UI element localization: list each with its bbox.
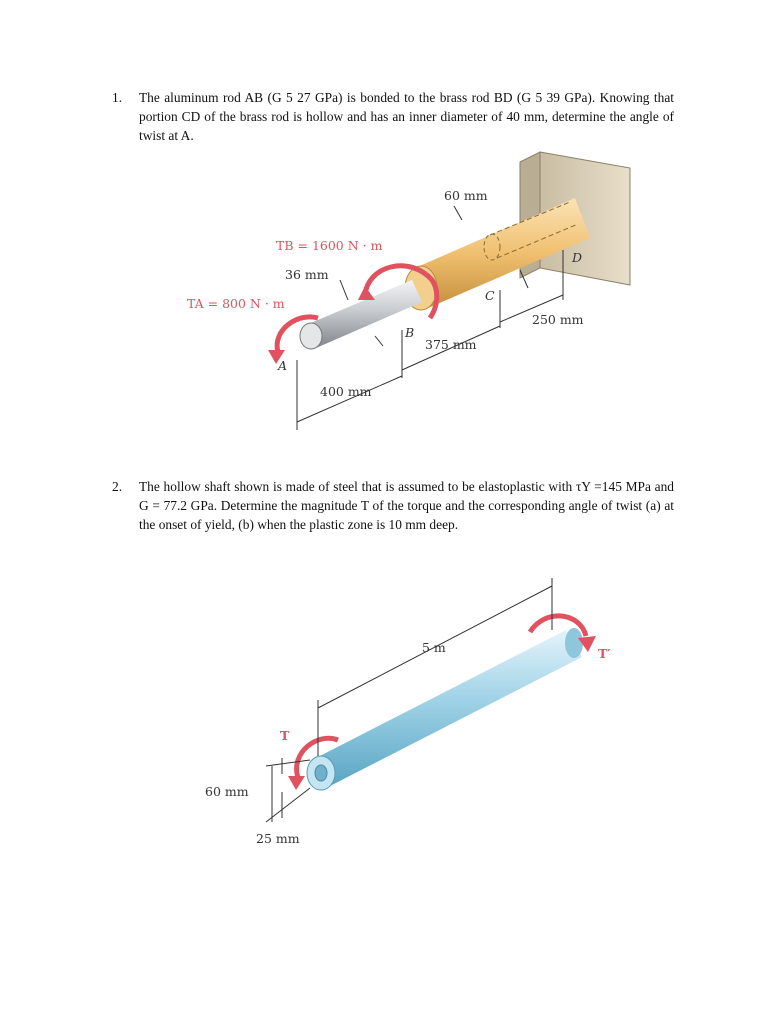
problem-2 xyxy=(112,477,674,534)
figure-1-composite-rod xyxy=(0,140,768,440)
problem-1-number: 1. xyxy=(112,90,123,105)
label-60mm: 60 mm xyxy=(444,188,488,203)
label-t-prime: T′ xyxy=(598,646,611,661)
label-a: A xyxy=(278,358,288,373)
problem-1 xyxy=(112,88,674,145)
label-ta: TA = 800 N · m xyxy=(187,296,285,311)
torque-t-arrowhead xyxy=(288,776,305,790)
label-375mm: 375 mm xyxy=(425,337,477,352)
label-60mm-2: 60 mm xyxy=(205,784,249,799)
label-36mm: 36 mm xyxy=(285,267,329,282)
label-400mm: 400 mm xyxy=(320,384,372,399)
label-250mm: 250 mm xyxy=(532,312,584,327)
label-5m: 5 m xyxy=(422,640,446,655)
aluminum-rod-ab xyxy=(300,280,422,349)
label-25mm: 25 mm xyxy=(256,831,300,846)
dimension-lines-2 xyxy=(266,578,552,822)
problem-2-text: The hollow shaft shown is made of steel that is assumed to be elastoplastic with τY =145 MPa and G = 77.2 GPa. Determine the magnitude T of the torque and the corresponding angle of twist (a) at the onset of yield, (b) when the plastic zone is 10 mm deep. xyxy=(139,479,674,532)
torque-tb-arrowhead xyxy=(358,286,375,300)
problem-1-text: The aluminum rod AB (G 5 27 GPa) is bonded to the brass rod BD (G 5 39 GPa). Knowing that portion CD of the brass rod is hollow and has an inner diameter of 40 mm, determine the angle of twist at A. xyxy=(139,90,674,143)
label-t: T xyxy=(280,728,290,743)
label-d: D xyxy=(572,250,583,265)
label-b: B xyxy=(405,325,415,340)
label-c: C xyxy=(485,288,495,303)
problem-2-number: 2. xyxy=(112,479,123,494)
figure-2-hollow-shaft xyxy=(0,560,768,860)
label-tb: TB = 1600 N · m xyxy=(276,238,383,253)
